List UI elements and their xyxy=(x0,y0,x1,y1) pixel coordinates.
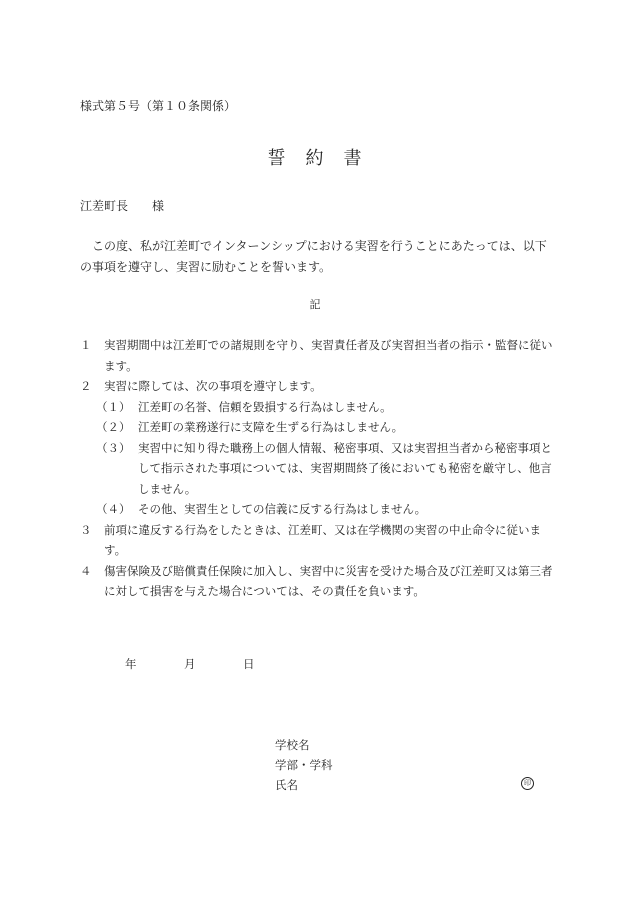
pledge-item-2 xyxy=(80,376,556,397)
subitem-text: 江差町の業務遂行に支障を生ずる行為はしません。 xyxy=(138,420,404,434)
subitem-text: その他、実習生としての信義に反する行為はしません。 xyxy=(138,502,427,516)
subitem-number: （４） xyxy=(96,502,131,516)
pledge-subitem-3 xyxy=(80,438,556,500)
date-year-label: 年 xyxy=(125,657,137,671)
item-number: ３ xyxy=(80,522,92,537)
pledge-subitem-2 xyxy=(80,417,556,438)
item-number: ２ xyxy=(80,379,92,393)
pledge-subitem-4 xyxy=(80,499,556,520)
name-label: 氏名 xyxy=(275,778,298,792)
ki-heading: 記 xyxy=(309,298,321,311)
faculty-label: 学部・学科 xyxy=(275,758,333,772)
pledge-subitem-1 xyxy=(80,397,556,418)
item-text: 実習に際しては、次の事項を遵守します。 xyxy=(104,379,322,393)
form-number: 様式第５号（第１０条関係） xyxy=(80,99,237,113)
document-title: 誓 約 書 xyxy=(267,148,363,169)
preamble-paragraph: この度、私が江差町でインターンシップにおける実習を行うことにあたっては、以下の事項を遵守し、実習に励むことを誓います。 xyxy=(80,239,547,274)
date-day-label: 日 xyxy=(243,657,255,671)
pledge-item-4 xyxy=(80,561,556,602)
subitem-number: （３） xyxy=(96,440,131,455)
seal-icon: 印 xyxy=(521,777,534,790)
subitem-text: 江差町の名誉、信頼を毀損する行為はしません。 xyxy=(138,399,392,414)
item-text: 前項に違反する行為をしたときは、江差町、又は在学機関の実習の中止命令に従います。 xyxy=(104,522,541,557)
subitem-number: （２） xyxy=(96,420,131,434)
subitem-text: 実習中に知り得た職務上の個人情報、秘密事項、又は実習担当者から秘密事項として指示された事項については、実習期間終了後においても秘密を厳守し、他言しません。 xyxy=(138,440,552,496)
item-number: １ xyxy=(80,338,92,352)
addressee: 江差町長 様 xyxy=(80,199,165,213)
pledge-items xyxy=(80,335,556,602)
subitem-number: （１） xyxy=(96,399,131,414)
item-number: ４ xyxy=(80,563,92,578)
pledge-item-3 xyxy=(80,520,556,561)
item-text: 実習期間中は江差町での諸規則を守り、実習責任者及び実習担当者の指示・監督に従います。 xyxy=(104,338,553,373)
school-name-label: 学校名 xyxy=(275,738,310,752)
date-month-label: 月 xyxy=(184,657,196,671)
pledge-item-1 xyxy=(80,335,556,376)
item-text: 傷害保険及び賠償責任保険に加入し、実習中に災害を受けた場合及び江差町又は第三者に対して損害を与えた場合については、その責任を負います。 xyxy=(104,563,553,598)
